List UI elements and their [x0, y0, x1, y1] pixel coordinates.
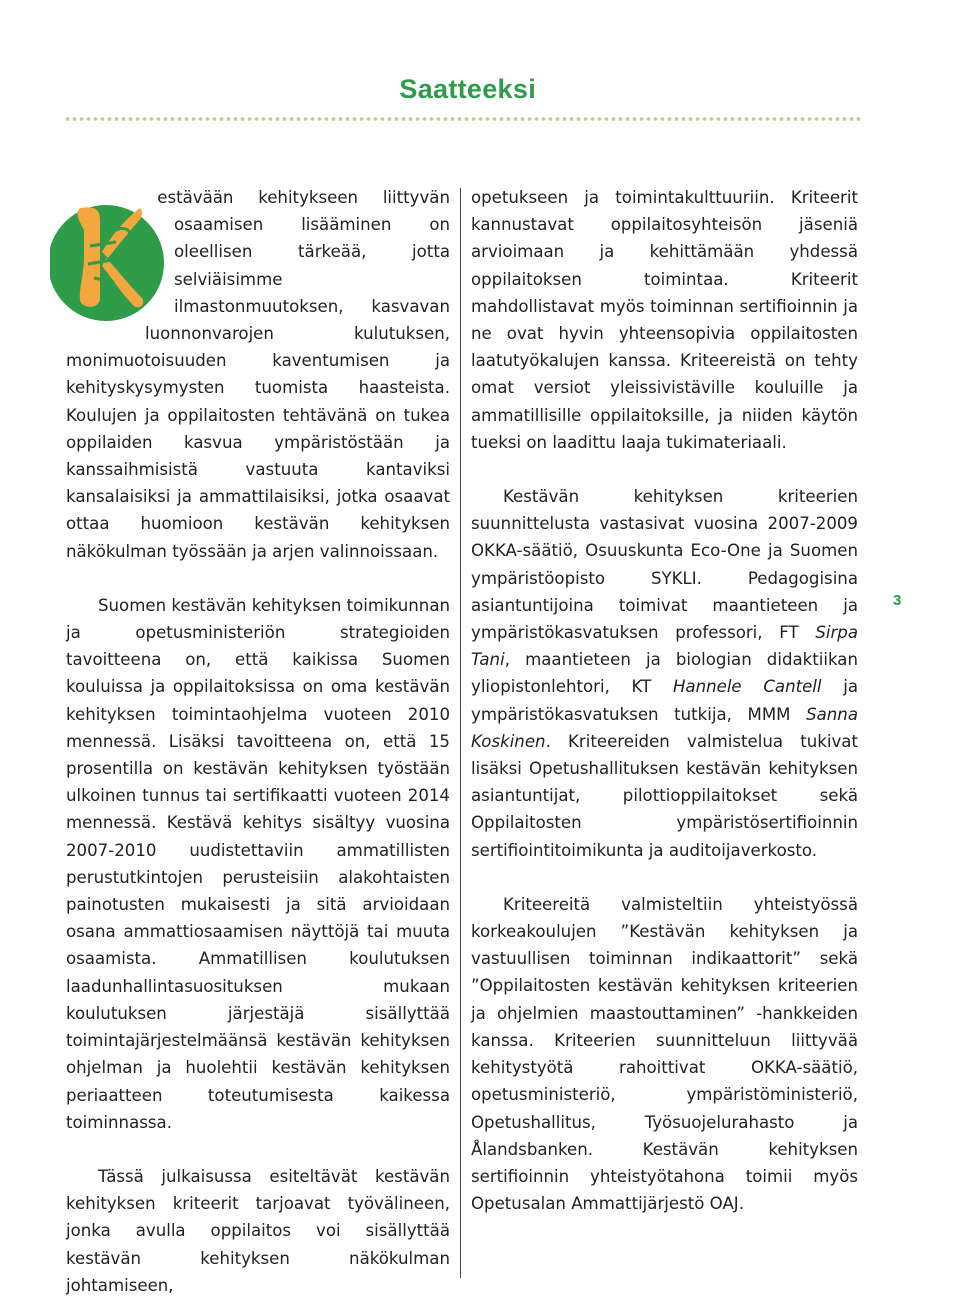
left-column: [66, 184, 450, 1299]
body-paragraph: Suomen kestävän kehityksen toimikunnan ja opetusministeriön strategioiden tavoitteena on, että kaikissa Suomen kouluissa ja oppilaitoksissa on oma kestävän kehityksen toimintaohjelma vuoteen 2010 mennessä. Lisäksi tavoitteena on, että 15 prosentilla on kestävän kehityksen työstään ulkoinen tunnus tai sertifikaatti vuoteen 2014 mennessä. Kestävä kehitys sisältyy vuosina 2007-2010 uudistettaviin ammatillisten perustutkintojen perusteisiin alakohtaisten painotusten mukaisesti ja sitä arvioidaan osana ammattiosaamisen näyttöjä tai muuta osaamista. Ammatillisen koulutuksen laadunhallintasuosituksen mukaan koulutuksen järjestäjä sisällyttää toimintajärjestelmäänsä kestävän kehityksen ohjelman ja huolehtii kestävän kehityksen periaatteen toteutumisesta kaikessa toiminnassa.: [66, 595, 451, 1132]
body-paragraph: opetukseen ja toimintakulttuuriin. Kriteerit kannustavat oppilaitosyhteisön jäseniä arvioimaan ja kehittämään yhdessä oppilaitoksen toimintaa. Kriteerit mahdollistavat myös toiminnan sertifioinnin ja ne ovat hyvin yhteensopivia oppilaitosten laatutyökalujen kanssa. Kriteereistä on tehty omat versiot yleissivistäville kouluille ja ammatillisille oppilaitoksille, ja niiden käytön tueksi on laadittu laaja tukimateriaali.: [471, 188, 858, 452]
paragraph-text: Kestävän kehityksen kriteerien suunnittelusta vastasivat vuosina 2007-2009 OKKA-säätiö, Osuuskunta Eco-One ja Suomen ympäristöopisto SYKLI. Pedagogisina asiantuntijoina toimivat maantieteen ja ympäristökasvatuksen professori, FT: [471, 487, 858, 643]
dotted-divider: [64, 116, 860, 122]
body-paragraph: [471, 483, 858, 864]
column-divider: [460, 188, 461, 1278]
person-name: Hannele Cantell: [672, 677, 822, 697]
paragraph-text: . Kriteereiden valmistelua tukivat lisäksi Opetushallituksen kestävän kehityksen asiantuntijat, pilottioppilaitokset sekä Oppilaitosten ympäristösertifioinnin sertifiointitoimikunta ja auditoijaverkosto.: [471, 731, 858, 860]
paragraph-text: ja ympäristökasvatuksen tutkija, MMM: [471, 677, 858, 724]
intro-paragraph: estävään kehitykseen liittyvän osaamisen lisääminen on oleellisen tärkeää, jotta selviäisimme ilmastonmuutoksen, kasvavan luonnonvarojen kulutuksen, monimuotoisuuden kaventumisen ja kehityskysymysten tuomista haasteista. Koulujen ja oppilaitosten tehtävänä on tukea oppilaiden kasvua ympäristöstään ja kanssaihmisistä vastuuta kantaviksi kansalaisiksi ja ammattilaisiksi, jotka osaavat ottaa huomioon kestävän kehityksen näkökulman työssään ja arjen valinnoissaan.: [66, 188, 450, 561]
body-paragraph: Kriteereitä valmisteltiin yhteistyössä korkeakoulujen ”Kestävän kehityksen ja vastuullisen toiminnan indikaattorit” sekä ”Oppilaitosten kestävän kehityksen kriteerien ja ohjelmien maastouttaminen” -hankkeiden kanssa. Kriteerien suunnitteluun liittyvää kehitystyötä rahoittivat OKKA-säätiö, opetusministeriö, ympäristöministeriö, Opetushallitus, Työsuojelurahasto ja Ålandsbanken. Kestävän kehityksen sertifioinnin yhteistyötahona toimii myös Opetusalan Ammattijärjestö OAJ.: [471, 894, 858, 1214]
person-name: Sirpa Tani: [471, 623, 858, 670]
dropcap-k-icon: [50, 186, 168, 326]
right-column: [471, 184, 858, 1217]
person-name: Sanna Koskinen: [471, 704, 858, 751]
body-paragraph: Tässä julkaisussa esiteltävät kestävän kehityksen kriteerit tarjoavat työvälineen, jonka avulla oppilaitos voi sisällyttää kestävän kehityksen näkökulman johtamiseen,: [66, 1166, 450, 1295]
page-title: Saatteeksi: [399, 74, 536, 104]
page-number: 3: [893, 592, 902, 609]
paragraph-text: , maantieteen ja biologian didaktiikan yliopistonlehtori, KT: [471, 650, 858, 697]
